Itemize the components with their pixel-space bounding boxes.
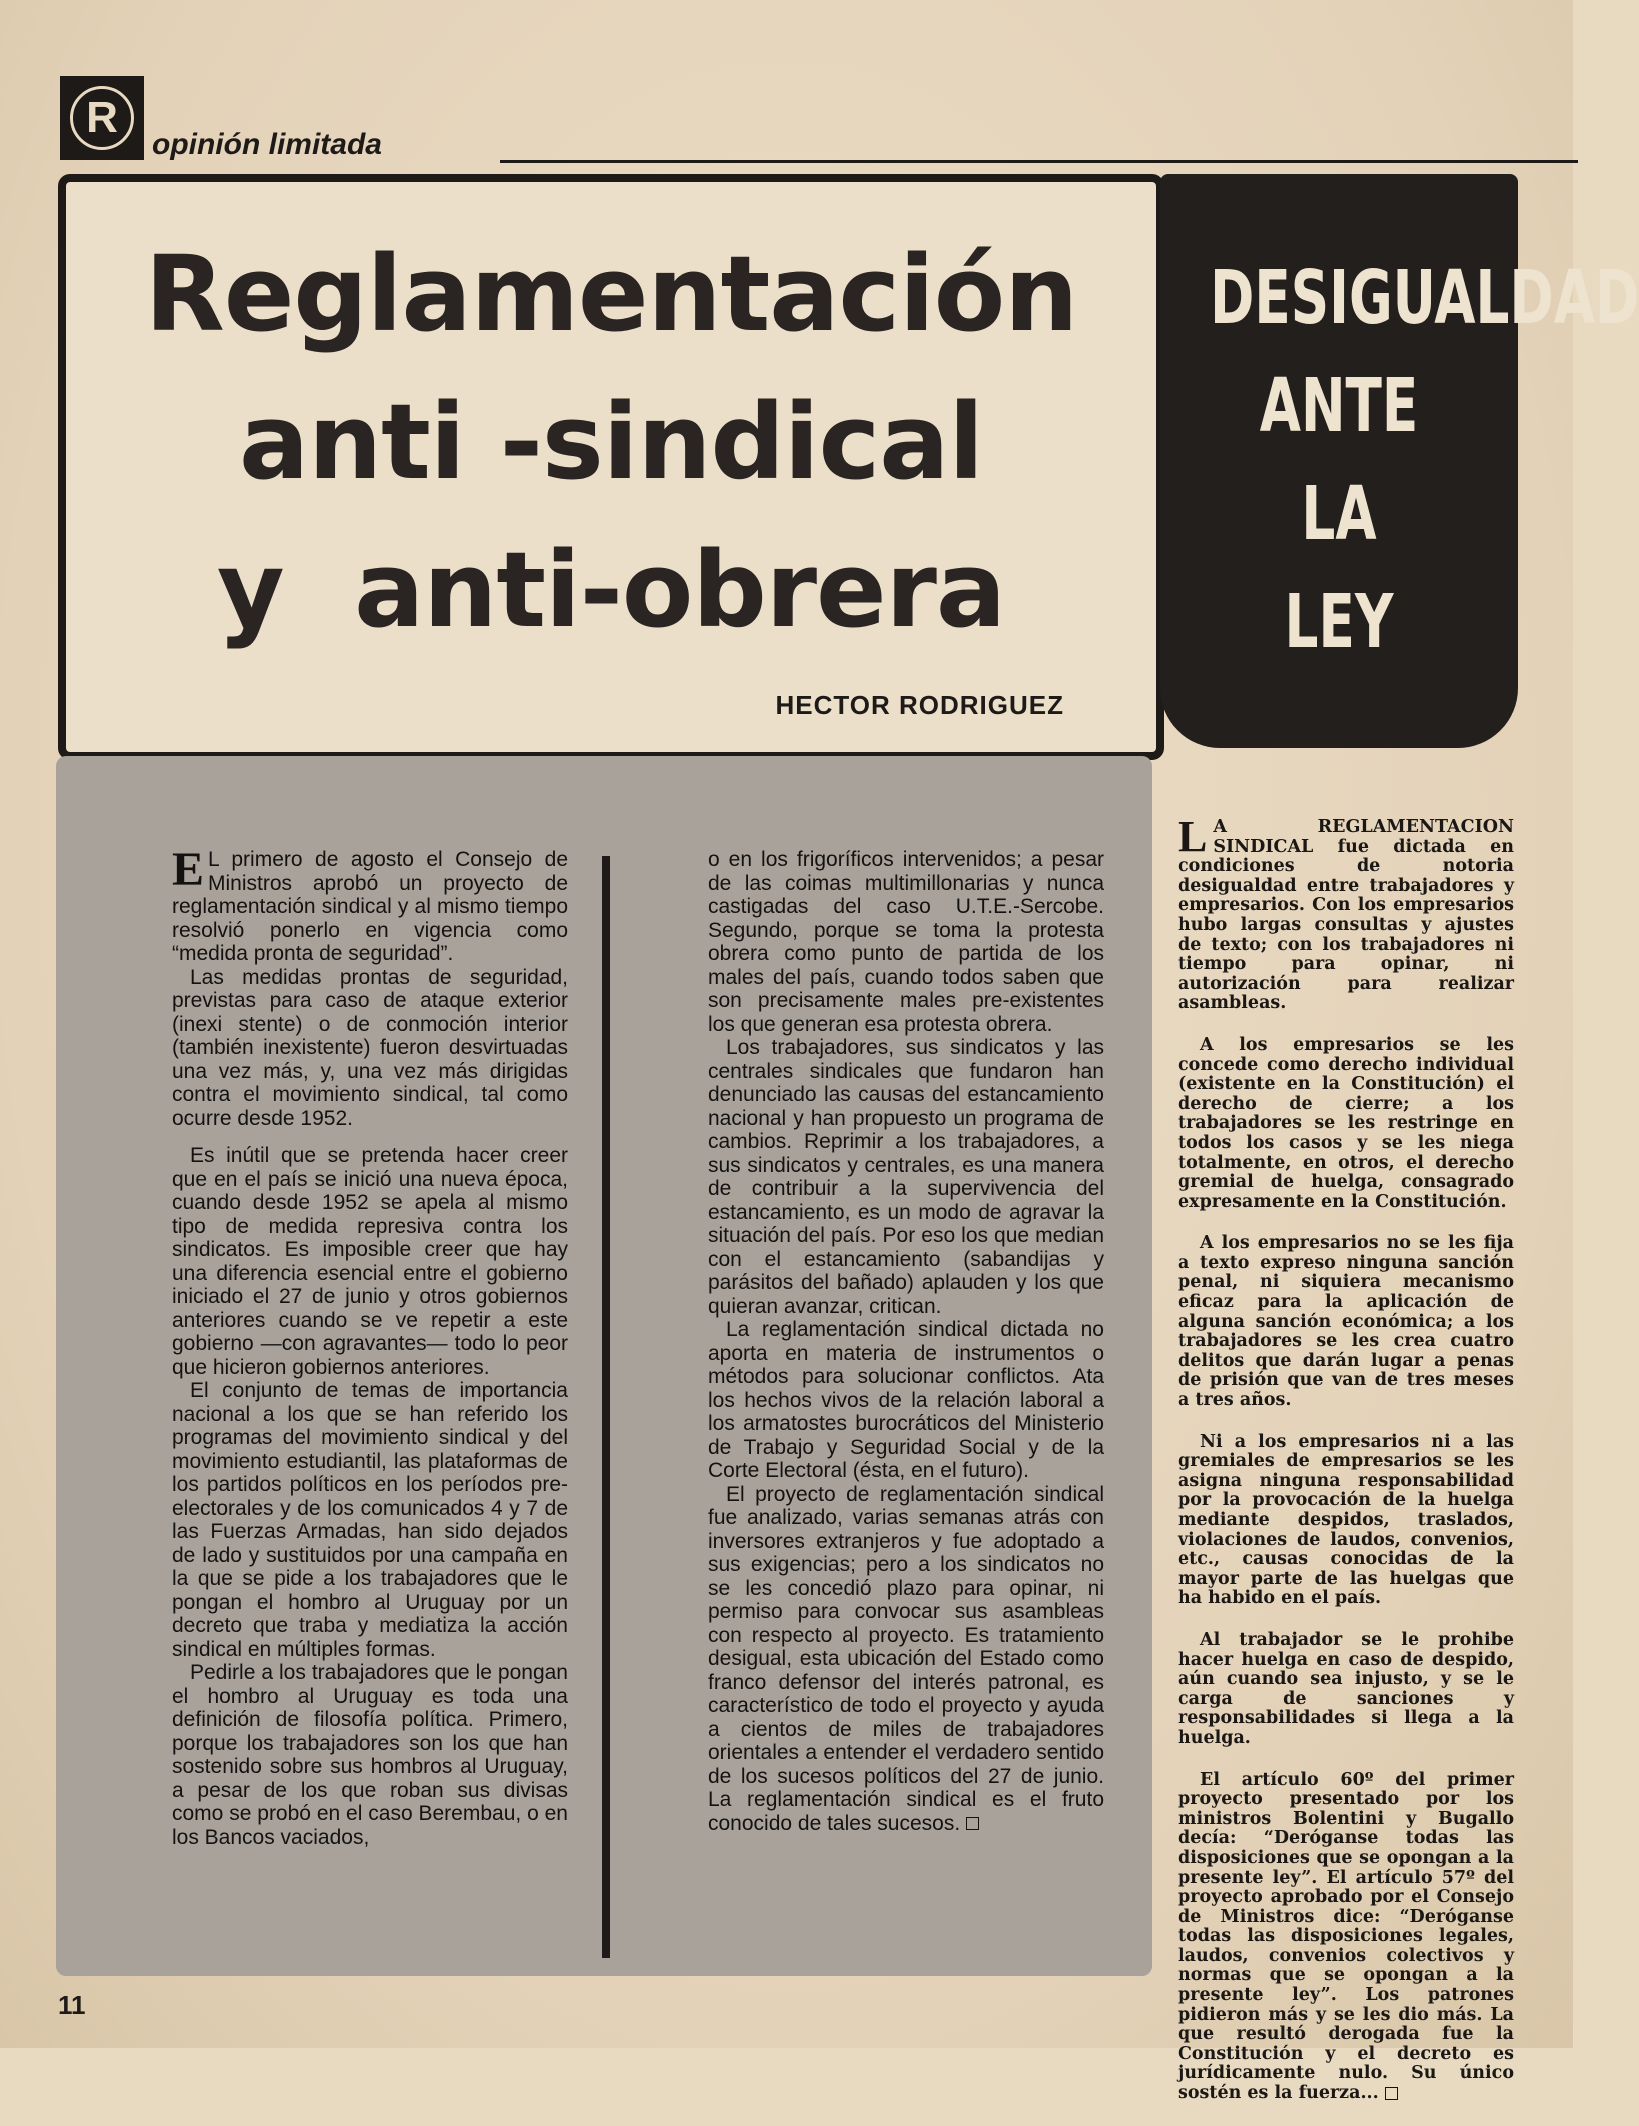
article-column-1: [172, 843, 568, 1849]
article-dropcap: E: [172, 843, 205, 896]
column-divider: [602, 856, 610, 1958]
headline-box: [58, 174, 1164, 760]
headline-line-2: anti -sindical: [238, 381, 984, 503]
sidebar-title-line-4: LEY: [1284, 579, 1394, 665]
end-mark-icon: [1385, 2087, 1398, 2100]
sidebar-paragraph: A los empresarios no se les fija a texto expreso ninguna sanción penal, ni siquiera mecanismo eficaz para la aplicación de alguna sanción económica; a los trabajadores se les crea cuatro delitos que darán lugar a penas de prisión que van de tres meses a tres años.: [1178, 1233, 1514, 1411]
article-panel: [56, 756, 1152, 1976]
section-rule: [500, 160, 1578, 163]
sidebar-paragraph: Ni a los empresarios ni a las gremiales de empresarios se les asigna ninguna responsabilidad por la provocación de la huelga mediante despidos, traslados, violaciones de laudos, convenios, etc., causas conocidas de la mayor parte de las huelgas que ha habido en el país.: [1178, 1431, 1514, 1609]
article-paragraph: El proyecto de reglamentación sindical fue analizado, varias semanas atrás con inversores extranjeros y fue adoptado a sus exigencias; pero a los sindicatos no se les concedió plazo para opinar, ni permiso para convocar sus asambleas con respecto al proyecto. Es tratamiento desigual, esta ubicación del Estado como franco defensor del interés patronal, es característico de todo el proyecto y ayuda a cientos de miles de trabajadores orientales a entender el verdadero sentido de los sucesos políticos del 27 de junio. La reglamentación sindical es el fruto conocido de tales sucesos.: [708, 1482, 1104, 1835]
sidebar-title-line-1: DESIGUALDAD: [1210, 255, 1639, 341]
sidebar-header: [1160, 174, 1639, 748]
section-name: opinión limitada: [152, 128, 382, 161]
end-mark-icon: [966, 1817, 979, 1830]
page-number: 11: [58, 1990, 86, 2020]
sidebar-article: [1178, 812, 1514, 2126]
headline-line-3: y anti-obrera: [216, 529, 1006, 651]
article-paragraph: E L primero de agosto el Consejo de Ministros aprobó un proyecto de reglamentación sindical y al mismo tiempo resolvió ponerlo en vigencia como “medida pronta de seguridad”.: [172, 843, 568, 965]
article-paragraph: Es inútil que se pretenda hacer creer que en el país se inició una nueva época, cuando desde 1952 se apela al mismo tipo de medida represiva contra los sindicatos. Es imposible creer que hay una diferencia esencial entre el gobierno iniciado el 27 de junio y otros gobiernos anteriores cuando se ve repetir a este gobierno —con agravantes— todo lo peor que hicieron gobiernos anteriores.: [172, 1144, 568, 1379]
article-paragraph: Los trabajadores, sus sindicatos y las centrales sindicales que fundaron han denunciado las causas del estancamiento nacional y han propuesto un programa de cambios. Reprimir a los trabajadores, a sus sindicatos y centrales, es una manera de contribuir a la supervivencia del estancamiento, es un modo de agravar la situación del país. Por eso los que median con el estancamiento (sabandijas y parásitos del bañado) aplauden y los que quieran avanzar, critican.: [708, 1036, 1104, 1318]
sidebar-title-line-3: LA: [1301, 471, 1377, 557]
article-paragraph: o en los frigoríficos intervenidos; a pesar de las coimas multimillonarias y nunca castigadas del caso U.T.E.-Sercobe. Segundo, porque se toma la protesta obrera como punto de partida de los males del país, cuando todos saben que son precisamente males pre-existentes los que generan esa protesta obrera.: [708, 848, 1104, 1036]
headline: [66, 220, 1156, 664]
headline-line-1: Reglamentación: [144, 233, 1078, 355]
section-header: [60, 76, 1520, 166]
section-logo: [60, 76, 144, 160]
sidebar-dropcap: L: [1178, 812, 1208, 861]
article-paragraph: El conjunto de temas de importancia nacional a los que se han referido los programas del movimiento sindical y del movimiento estudiantil, las plataformas de los partidos políticos en los períodos pre-electorales y de los comunicados 4 y 7 de las Fuerzas Armadas, han sido dejados de lado y sustituidos por una campaña en la que se pide a los trabajadores que le pongan el hombro al Uruguay por un decreto que traba y mediatiza la acción sindical en múltiples formas.: [172, 1379, 568, 1661]
sidebar-paragraph: A los empresarios se les concede como derecho individual (existente en la Constitución) el derecho de cierre; a los trabajadores se les restringe en todos los casos y se les niega totalmente, en otros, el derecho gremial de huelga, consagrado expresamente en la Constitución.: [1178, 1034, 1514, 1212]
article-paragraph: Las medidas prontas de seguridad, previstas para caso de ataque exterior (inexi stente) o de conmoción interior (también inexistente) fueron desvirtuadas una vez más, y, una vez más dirigidas contra el movimiento sindical, tal como ocurre desde 1952.: [172, 965, 568, 1130]
sidebar-paragraph: L A REGLAMENTACION SINDICAL fue dictada en condiciones de notoria desigualdad entre trabajadores y empresarios. Con los empresarios hubo largas consultas y ajustes de texto; con los trabajadores ni tiempo para opinar, ni autorización para realizar asambleas.: [1178, 812, 1514, 1014]
byline: HECTOR RODRIGUEZ: [775, 690, 1064, 720]
sidebar-title: [1210, 244, 1639, 676]
article-paragraph: La reglamentación sindical dictada no aporta en materia de instrumentos o métodos para solucionar conflictos. Ata los hechos vivos de la relación laboral a los armatostes burocráticos del Ministerio de Trabajo y Seguridad Social y de la Corte Electoral (ésta, en el futuro).: [708, 1318, 1104, 1482]
sidebar-paragraph: Al trabajador se le prohibe hacer huelga en caso de despido, aún cuando sea injusto, y se le carga de sanciones y responsabilidades si llega a la huelga.: [1178, 1629, 1514, 1748]
article-paragraph: Pedirle a los trabajadores que le pongan el hombro al Uruguay es toda una definición de filosofía política. Primero, porque los trabajadores son los que han sostenido sobre sus hombros al Uruguay, a pesar de los que roban sus divisas como se probó en el caso Berembau, o en los Bancos vaciados,: [172, 1661, 568, 1849]
sidebar-paragraph: El artículo 60º del primer proyecto presentado por los ministros Bolentini y Bugallo decía: “Deróganse todas las disposiciones que se opongan a la presente ley”. El artículo 57º del proyecto aprobado por el Consejo de Ministros dice: “Deróganse todas las disposiciones legales, laudos, convenios colectivos y normas que se opongan a la presente ley”. Los patrones pidieron más y se les dio más. La que resultó derogada fue la Constitución y el decreto es jurídicamente nulo. Su único sostén es la fuerza...: [1178, 1769, 1514, 2104]
sidebar-title-line-2: ANTE: [1259, 363, 1419, 449]
article-column-2: [708, 848, 1104, 1835]
logo-letter: R: [70, 86, 134, 150]
